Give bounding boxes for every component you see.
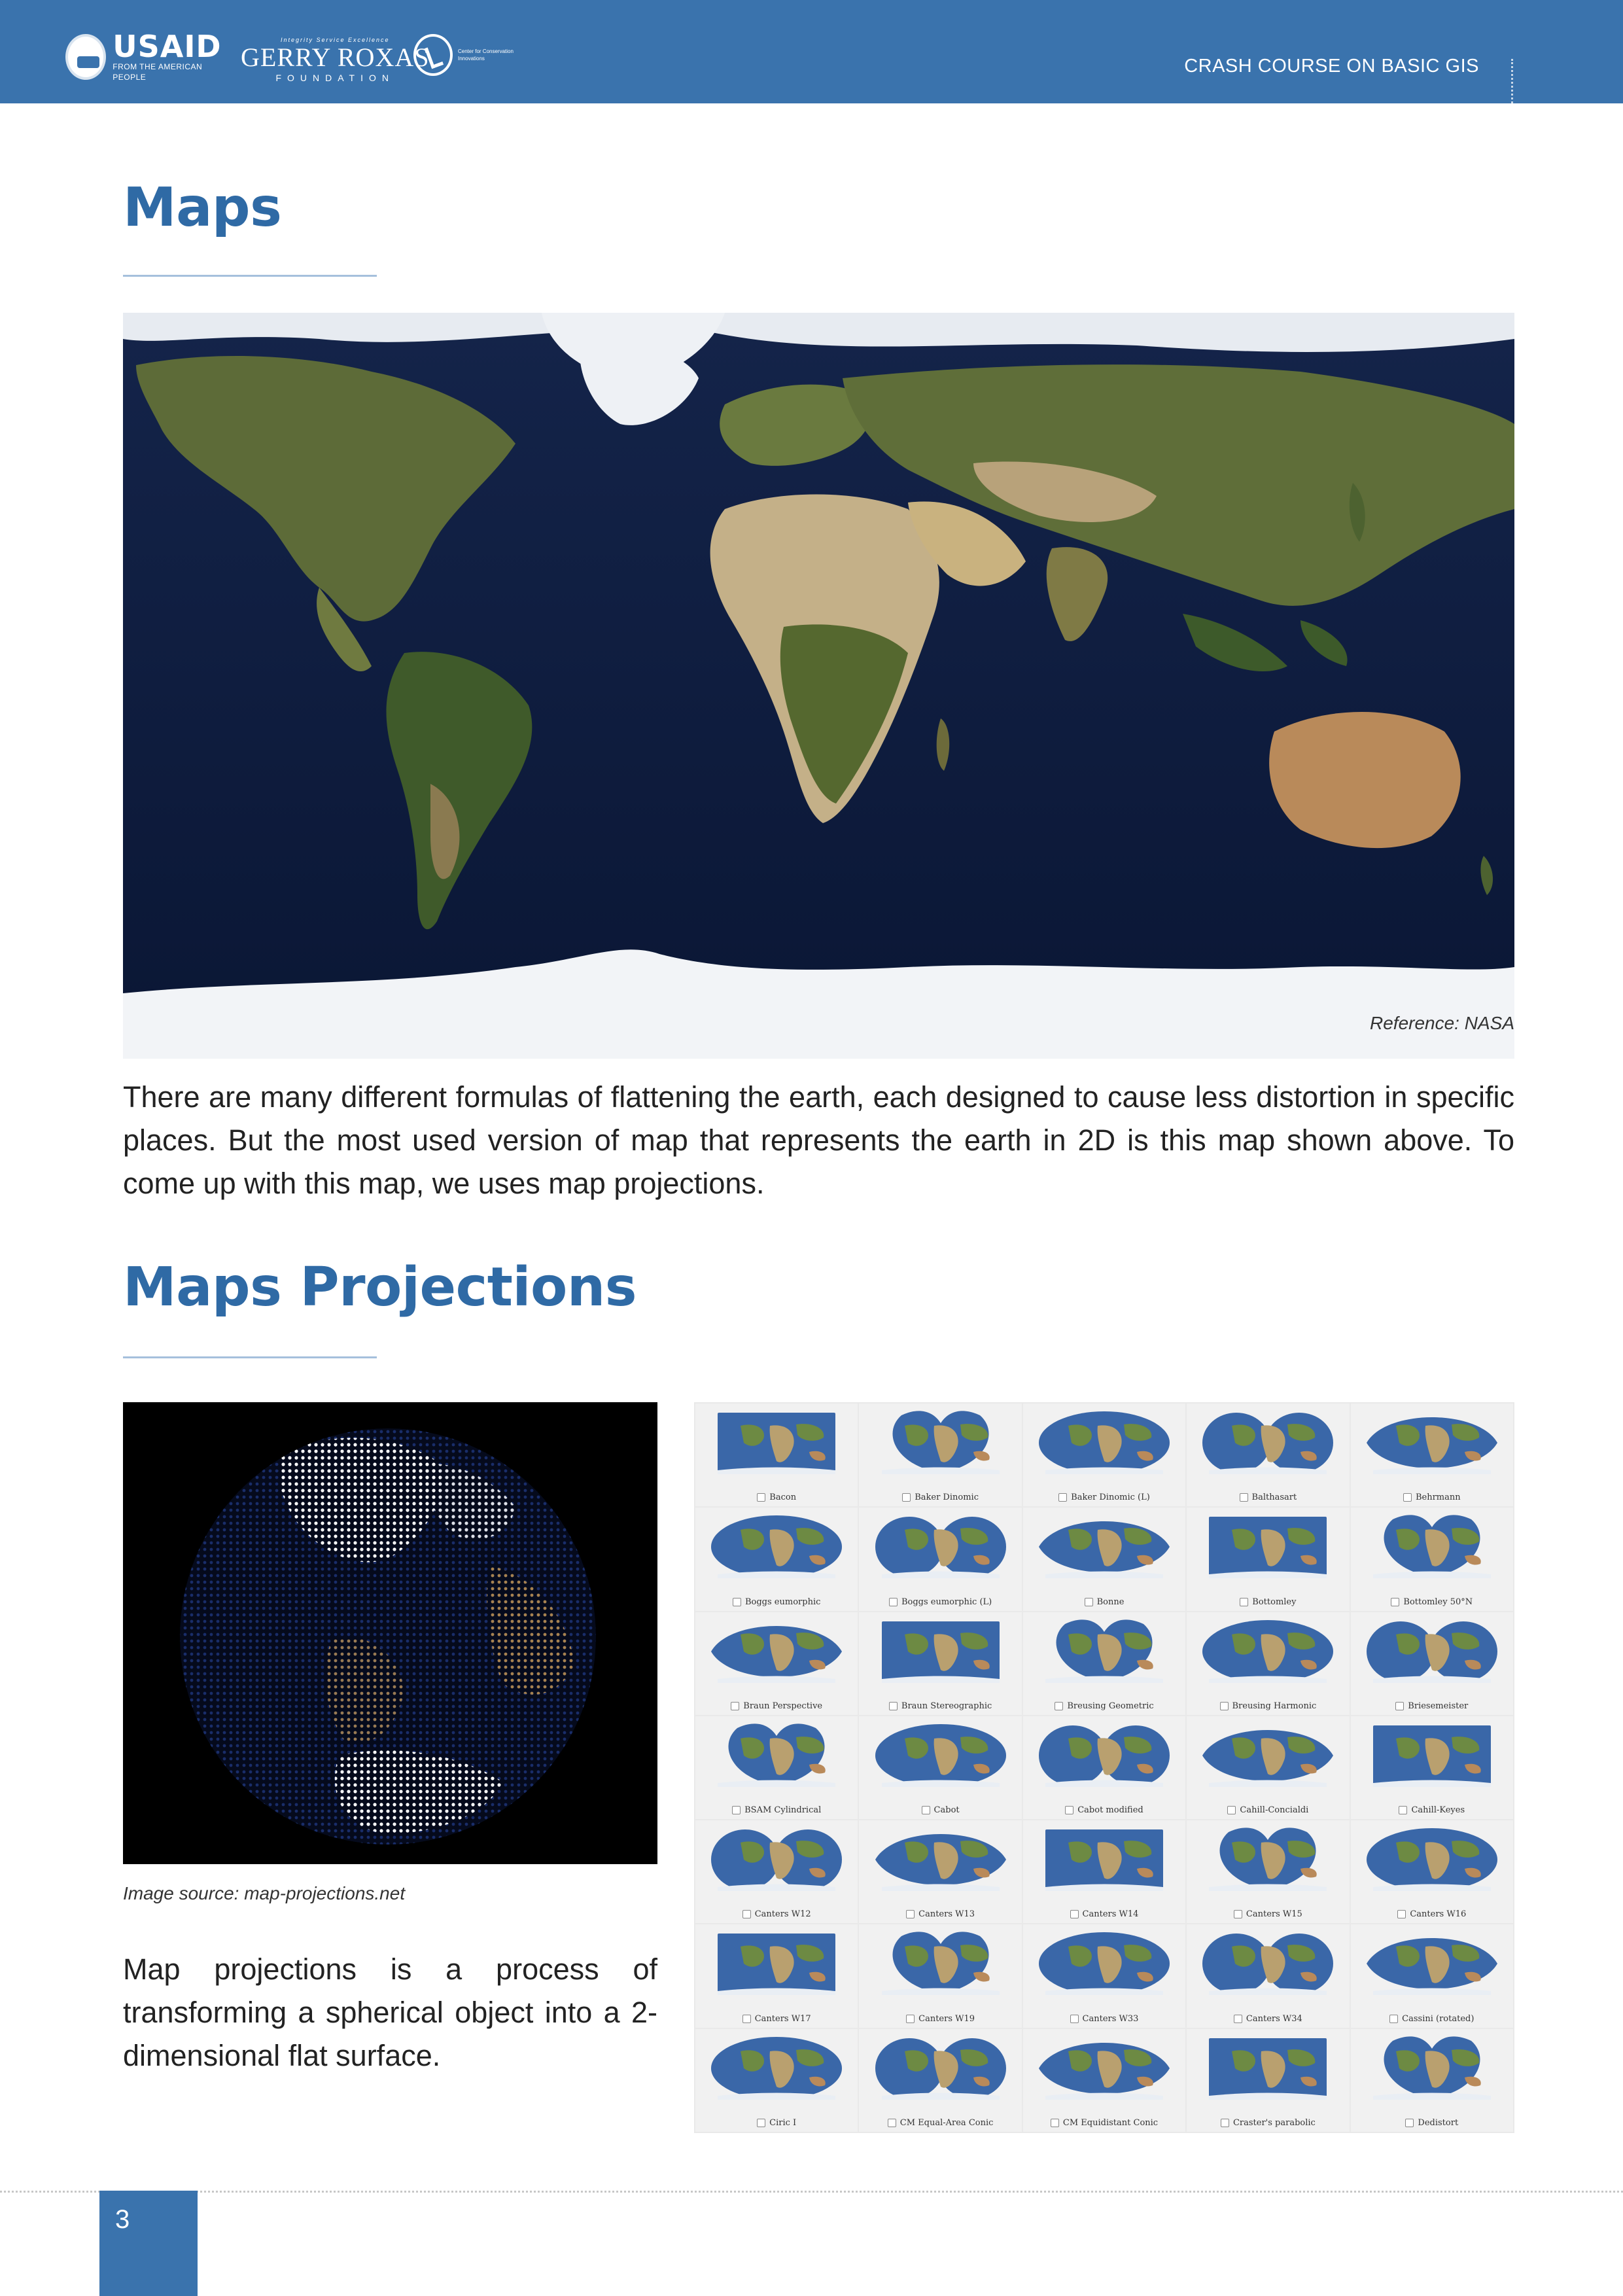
projection-name: Cabot bbox=[934, 1805, 960, 1816]
checkbox-icon bbox=[1403, 1493, 1412, 1502]
projection-map-icon bbox=[1032, 2032, 1176, 2105]
checkbox-icon bbox=[1234, 2015, 1242, 2023]
projection-name: Bottomley bbox=[1252, 1597, 1297, 1607]
projection-map-icon bbox=[1360, 1823, 1504, 1896]
projection-label bbox=[1351, 1701, 1513, 1711]
gerry-roxas-name: GERRY ROXAS bbox=[241, 43, 430, 72]
projection-thumbnail bbox=[859, 1612, 1021, 1715]
checkbox-icon bbox=[1051, 2119, 1059, 2127]
projection-name: Breusing Harmonic bbox=[1232, 1701, 1317, 1711]
projection-thumbnail bbox=[1023, 1508, 1185, 1610]
projection-map-icon bbox=[1360, 1927, 1504, 2000]
projection-name: Craster's parabolic bbox=[1232, 2118, 1316, 2128]
world-map-image bbox=[123, 313, 1514, 1059]
projection-thumbnail bbox=[859, 1404, 1021, 1506]
projection-label bbox=[1023, 2118, 1185, 2128]
projection-map-icon bbox=[1196, 1510, 1340, 1583]
projection-label bbox=[859, 2118, 1021, 2128]
gerry-roxas-tagline: Integrity Service Excellence bbox=[280, 37, 390, 43]
checkbox-icon bbox=[1391, 1598, 1399, 1606]
projection-thumbnail bbox=[695, 1508, 858, 1610]
projection-label bbox=[1023, 1701, 1185, 1711]
projection-thumbnail bbox=[1187, 1508, 1349, 1610]
body-paragraph: There are many different formulas of flattening the earth, each designed to cause less distortion in specific places. But the most used version of map that represents the earth in 2D is this map shown above. To come up with this map, we uses map projections. bbox=[123, 1080, 1514, 1200]
projection-label bbox=[695, 1909, 858, 1919]
projection-thumbnail bbox=[1187, 2029, 1349, 2132]
projection-label bbox=[1023, 1597, 1185, 1607]
projection-label bbox=[859, 1597, 1021, 1607]
projection-label bbox=[695, 1701, 858, 1711]
page-number-box bbox=[99, 2191, 198, 2296]
checkbox-icon bbox=[1058, 1493, 1067, 1502]
projection-label bbox=[859, 1492, 1021, 1502]
projection-name: Baker Dinomic bbox=[915, 1492, 979, 1503]
projection-label bbox=[1023, 2014, 1185, 2024]
projection-name: Cabot modified bbox=[1077, 1805, 1143, 1816]
projection-thumbnail bbox=[1023, 1404, 1185, 1506]
checkbox-icon bbox=[889, 1598, 898, 1606]
projection-name: Canters W33 bbox=[1082, 2013, 1139, 2024]
checkbox-icon bbox=[1070, 2015, 1079, 2023]
projection-map-icon bbox=[705, 1927, 848, 2000]
projection-label bbox=[1187, 2118, 1349, 2128]
projection-map-icon bbox=[1360, 1615, 1504, 1688]
checkbox-icon bbox=[1397, 1910, 1406, 1918]
checkbox-icon bbox=[732, 1806, 741, 1814]
projection-thumbnail bbox=[859, 1716, 1021, 1819]
projection-map-icon bbox=[1360, 1406, 1504, 1479]
map-projections-grid-image bbox=[694, 1402, 1514, 2133]
projection-map-icon bbox=[1196, 1406, 1340, 1479]
projection-name: Baker Dinomic (L) bbox=[1071, 1492, 1150, 1503]
checkbox-icon bbox=[1234, 1910, 1242, 1918]
projection-map-icon bbox=[869, 2032, 1013, 2105]
projection-thumbnail bbox=[1187, 1716, 1349, 1819]
projection-label bbox=[859, 1805, 1021, 1815]
checkbox-icon bbox=[1240, 1493, 1248, 1502]
projection-map-icon bbox=[869, 1927, 1013, 2000]
gerry-roxas-logo bbox=[241, 37, 429, 84]
projection-name: Canters W14 bbox=[1082, 1909, 1139, 1920]
projection-label bbox=[1187, 1909, 1349, 1919]
checkbox-icon bbox=[1220, 1702, 1229, 1710]
projection-label bbox=[1023, 1909, 1185, 1919]
projection-thumbnail bbox=[1023, 2029, 1185, 2132]
projection-map-icon bbox=[869, 1406, 1013, 1479]
projection-label bbox=[1187, 1492, 1349, 1502]
header-divider bbox=[1511, 59, 1513, 103]
checkbox-icon bbox=[906, 1910, 915, 1918]
projection-name: Bottomley 50°N bbox=[1403, 1597, 1473, 1607]
projection-label bbox=[1351, 2014, 1513, 2024]
checkbox-icon bbox=[757, 1493, 765, 1502]
footer-divider bbox=[0, 2191, 1623, 2193]
checkbox-icon bbox=[757, 2119, 765, 2127]
projection-label bbox=[695, 2014, 858, 2024]
document-title: CRASH COURSE ON BASIC GIS bbox=[1184, 56, 1479, 77]
projection-name: Cassini (rotated) bbox=[1402, 2013, 1475, 2024]
projection-map-icon bbox=[1032, 1927, 1176, 2000]
checkbox-icon bbox=[1395, 1702, 1404, 1710]
heading-underline bbox=[123, 275, 377, 277]
projection-name: Boggs eumorphic bbox=[744, 1597, 821, 1607]
figure-caption: Reference: NASA bbox=[1370, 1013, 1514, 1033]
projection-map-icon bbox=[1032, 1615, 1176, 1688]
checkbox-icon bbox=[1240, 1598, 1248, 1606]
projection-label bbox=[695, 1492, 858, 1502]
projection-thumbnail bbox=[1187, 1404, 1349, 1506]
projection-label bbox=[859, 1909, 1021, 1919]
projection-name: Cahill-Keyes bbox=[1411, 1805, 1465, 1816]
projection-thumbnail bbox=[1351, 2029, 1513, 2132]
projection-map-icon bbox=[1032, 1406, 1176, 1479]
projection-map-icon bbox=[1032, 1823, 1176, 1896]
projection-label bbox=[1187, 1701, 1349, 1711]
projection-map-icon bbox=[1360, 1510, 1504, 1583]
projection-thumbnail bbox=[695, 1716, 858, 1819]
checkbox-icon bbox=[1221, 2119, 1229, 2127]
projection-label bbox=[859, 1701, 1021, 1711]
projection-thumbnail bbox=[1187, 1924, 1349, 2027]
projection-label bbox=[1023, 1805, 1185, 1815]
projection-map-icon bbox=[1196, 1615, 1340, 1688]
projection-name: Canters W13 bbox=[918, 1909, 975, 1920]
checkbox-icon bbox=[1070, 1910, 1079, 1918]
projection-map-icon bbox=[705, 1615, 848, 1688]
projection-thumbnail bbox=[1351, 1820, 1513, 1923]
checkbox-icon bbox=[1065, 1806, 1073, 1814]
projection-name: Canters W19 bbox=[918, 2013, 975, 2024]
projection-thumbnail bbox=[859, 1924, 1021, 2027]
projection-thumbnail bbox=[1351, 1924, 1513, 2027]
projection-label bbox=[1187, 1805, 1349, 1815]
projection-map-icon bbox=[869, 1823, 1013, 1896]
projection-name: Dedistort bbox=[1418, 2118, 1459, 2128]
projection-name: Breusing Geometric bbox=[1067, 1701, 1154, 1711]
projection-name: Briesemeister bbox=[1408, 1701, 1469, 1711]
checkbox-icon bbox=[731, 1702, 739, 1710]
projection-thumbnail bbox=[1023, 1716, 1185, 1819]
projection-map-icon bbox=[705, 1719, 848, 1792]
projection-label bbox=[695, 1805, 858, 1815]
projection-map-icon bbox=[869, 1615, 1013, 1688]
projection-thumbnail bbox=[1023, 1820, 1185, 1923]
projection-map-icon bbox=[1196, 2032, 1340, 2105]
checkbox-icon bbox=[742, 1910, 751, 1918]
body-paragraph: Map projections is a process of transforming a spherical object into a 2-dimensional flat surface. bbox=[123, 1952, 657, 2072]
projection-name: Bonne bbox=[1096, 1597, 1125, 1607]
projection-name: Bacon bbox=[769, 1492, 797, 1503]
section-heading-projections: Maps Projections bbox=[123, 1256, 637, 1318]
projection-map-icon bbox=[1196, 1823, 1340, 1896]
projection-thumbnail bbox=[695, 1404, 858, 1506]
usaid-logo-sub: FROM THE AMERICAN PEOPLE bbox=[113, 62, 203, 82]
projection-thumbnail bbox=[1351, 1612, 1513, 1715]
projection-label bbox=[1351, 1597, 1513, 1607]
projection-thumbnail bbox=[1187, 1820, 1349, 1923]
projection-map-icon bbox=[869, 1719, 1013, 1792]
header-bar bbox=[0, 0, 1623, 103]
projection-label bbox=[1187, 1597, 1349, 1607]
ccf-logo bbox=[413, 34, 530, 76]
checkbox-icon bbox=[1055, 1702, 1063, 1710]
projection-label bbox=[1023, 1492, 1185, 1502]
projection-name: Canters W17 bbox=[754, 2013, 811, 2024]
projection-map-icon bbox=[869, 1510, 1013, 1583]
projection-map-icon bbox=[705, 1510, 848, 1583]
checkbox-icon bbox=[1399, 1806, 1407, 1814]
projection-name: Cahill-Concialdi bbox=[1240, 1805, 1309, 1816]
projection-map-icon bbox=[1032, 1719, 1176, 1792]
projection-thumbnail bbox=[859, 2029, 1021, 2132]
heading-underline bbox=[123, 1356, 377, 1358]
projection-name: Braun Stereographic bbox=[901, 1701, 992, 1711]
checkbox-icon bbox=[889, 1702, 898, 1710]
checkbox-icon bbox=[906, 2015, 915, 2023]
projection-map-icon bbox=[1032, 1510, 1176, 1583]
projection-name: CM Equal-Area Conic bbox=[899, 2118, 994, 2128]
usaid-logo-word: USAID bbox=[113, 29, 222, 64]
checkbox-icon bbox=[922, 1806, 930, 1814]
projection-label bbox=[1351, 1805, 1513, 1815]
projection-thumbnail bbox=[695, 1820, 858, 1923]
projection-thumbnail bbox=[1187, 1612, 1349, 1715]
projection-map-icon bbox=[705, 2032, 848, 2105]
globe-caption: Image source: map-projections.net bbox=[123, 1883, 406, 1903]
projection-map-icon bbox=[705, 1406, 848, 1479]
projection-label bbox=[1351, 1492, 1513, 1502]
projection-label bbox=[1187, 2014, 1349, 2024]
page-number: 3 bbox=[115, 2205, 130, 2234]
gerry-roxas-foundation: FOUNDATION bbox=[275, 73, 394, 83]
projection-thumbnail bbox=[1351, 1404, 1513, 1506]
projection-thumbnail bbox=[695, 2029, 858, 2132]
projection-name: Canters W16 bbox=[1410, 1909, 1467, 1920]
checkbox-icon bbox=[1085, 1598, 1093, 1606]
projection-name: Ciric I bbox=[769, 2118, 797, 2128]
projection-name: Behrmann bbox=[1415, 1492, 1461, 1503]
projection-name: CM Equidistant Conic bbox=[1062, 2118, 1159, 2128]
projection-name: Boggs eumorphic (L) bbox=[901, 1597, 992, 1607]
projection-thumbnail bbox=[695, 1924, 858, 2027]
projection-thumbnail bbox=[859, 1508, 1021, 1610]
projection-label bbox=[1351, 1909, 1513, 1919]
projection-name: Canters W34 bbox=[1246, 2013, 1302, 2024]
ccf-logo-text: Center for Conservation Innovations bbox=[458, 48, 514, 62]
projection-map-icon bbox=[1360, 2032, 1504, 2105]
projection-thumbnail bbox=[1351, 1508, 1513, 1610]
projection-thumbnail bbox=[1351, 1716, 1513, 1819]
checkbox-icon bbox=[1227, 1806, 1236, 1814]
projection-label bbox=[695, 1597, 858, 1607]
checkbox-icon bbox=[1389, 2015, 1398, 2023]
projection-label bbox=[859, 2014, 1021, 2024]
checkbox-icon bbox=[902, 1493, 911, 1502]
projection-name: Canters W12 bbox=[754, 1909, 811, 1920]
checkbox-icon bbox=[742, 2015, 751, 2023]
checkbox-icon bbox=[733, 1598, 741, 1606]
projection-map-icon bbox=[705, 1823, 848, 1896]
projection-label bbox=[695, 2118, 858, 2128]
projection-name: Canters W15 bbox=[1246, 1909, 1302, 1920]
projection-thumbnail bbox=[695, 1612, 858, 1715]
projection-map-icon bbox=[1196, 1719, 1340, 1792]
ccf-mark-icon bbox=[413, 34, 453, 76]
checkbox-icon bbox=[1405, 2119, 1414, 2127]
checkbox-icon bbox=[888, 2119, 896, 2127]
usaid-seal-icon bbox=[65, 34, 106, 80]
projection-thumbnail bbox=[1023, 1612, 1185, 1715]
projection-thumbnail bbox=[1023, 1924, 1185, 2027]
dotted-globe-image bbox=[123, 1402, 657, 1864]
projection-thumbnail bbox=[859, 1820, 1021, 1923]
projection-name: BSAM Cylindrical bbox=[744, 1805, 822, 1816]
projection-name: Braun Perspective bbox=[743, 1701, 823, 1711]
projection-label bbox=[1351, 2118, 1513, 2128]
projection-name: Balthasart bbox=[1251, 1492, 1297, 1503]
projection-map-icon bbox=[1360, 1719, 1504, 1792]
usaid-logo bbox=[65, 29, 222, 82]
section-heading-maps: Maps bbox=[123, 177, 282, 239]
projection-map-icon bbox=[1196, 1927, 1340, 2000]
